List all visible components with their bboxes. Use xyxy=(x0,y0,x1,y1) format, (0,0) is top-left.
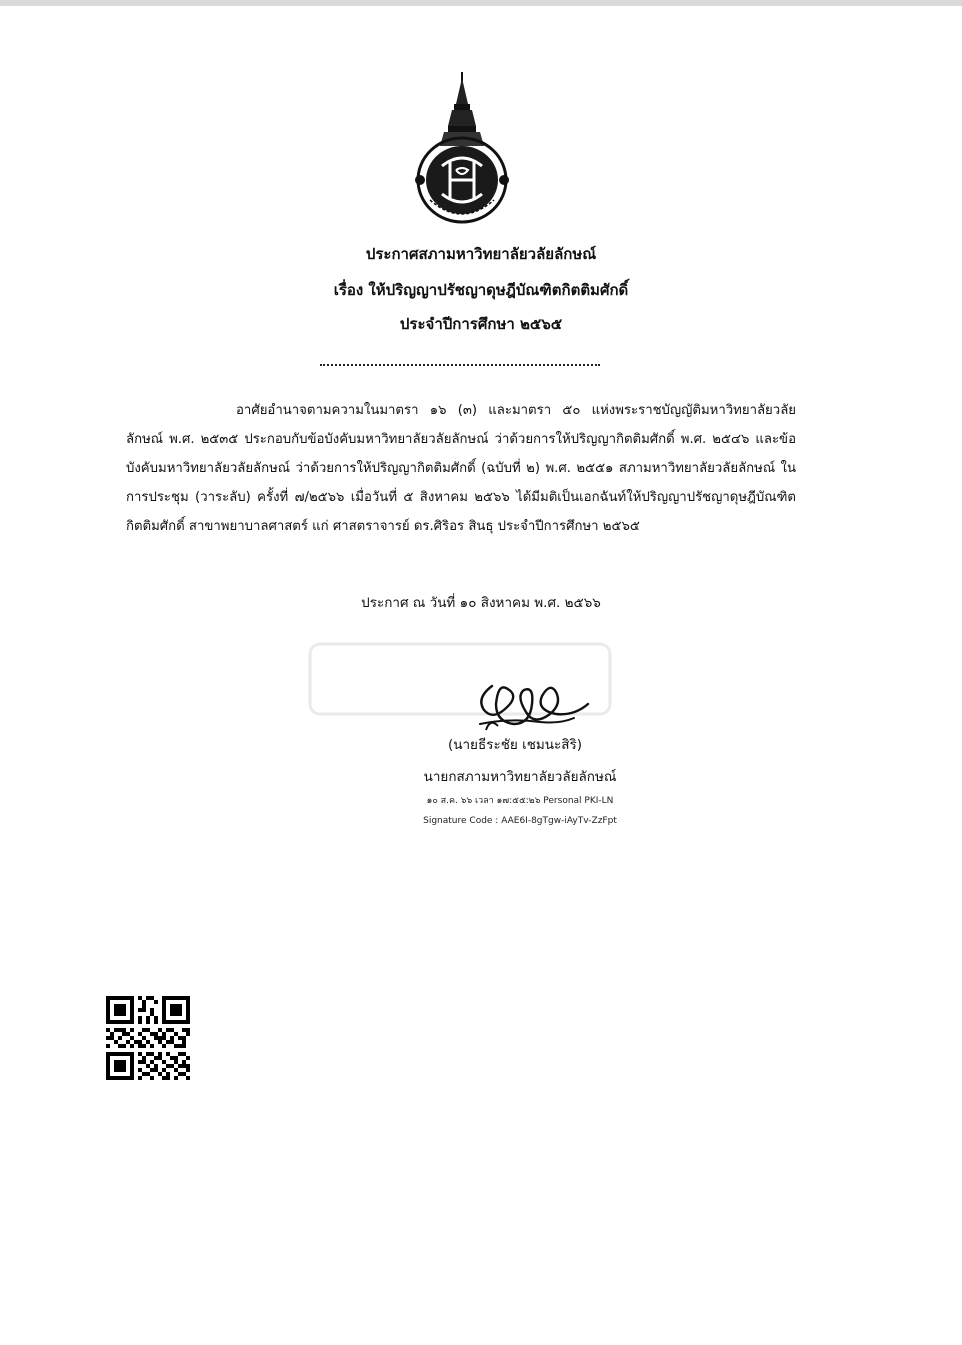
dotted-divider xyxy=(320,354,600,366)
body-paragraph: อาศัยอำนาจตามความในมาตรา ๑๖ (๓) และมาตรา ๕๐ แห่งพระราชบัญญัติมหาวิทยาลัยวลัยลักษณ์ พ.ศ. ๒๕๓๕ ประกอบกับข้อบังคับมหาวิทยาลัยวลัยลักษณ์ ว่าด้วยการให้ปริญญากิตติมศักดิ์ พ.ศ. ๒๕๔๖ และข้อบังคับมหาวิทยาลัยวลัยลักษณ์ ว่าด้วยการให้ปริญญากิตติมศักดิ์ (ฉบับที่ ๒) พ.ศ. ๒๕๕๑ สภามหาวิทยาลัยวลัยลักษณ์ ในการประชุม (วาระลับ) ครั้งที่ ๗/๒๕๖๖ เมื่อวันที่ ๕ สิงหาคม ๒๕๖๖ ได้มีมติเป็นเอกฉันท์ให้ปริญญาปรัชญาดุษฎีบัณฑิตกิตติมศักดิ์ สาขาพยาบาลศาสตร์ แก่ ศาสตราจารย์ ดร.ศิริอร สินธุ ประจำปีการศึกษา ๒๕๖๕ xyxy=(126,403,796,534)
signer-name: (นายธีระชัย เชมนะสิริ) xyxy=(447,737,582,753)
handwritten-signature-icon xyxy=(470,674,598,734)
signature-timestamp: ๑๐ ส.ค. ๖๖ เวลา ๑๗:๕๕:๒๖ Personal PKI-LN xyxy=(426,796,614,806)
signer-position: นายกสภามหาวิทยาลัยวลัยลักษณ์ xyxy=(423,769,617,785)
academic-year-line: ประจำปีการศึกษา ๒๕๖๕ xyxy=(399,315,563,333)
announcement-title: ประกาศสภามหาวิทยาลัยวลัยลักษณ์ xyxy=(365,245,597,263)
announcement-date: ประกาศ ณ วันที่ ๑๐ สิงหาคม พ.ศ. ๒๕๖๖ xyxy=(361,595,601,611)
signature-code: Signature Code : AAE6I-8gTgw-iAyTv-ZzFpt xyxy=(423,816,617,826)
document-page xyxy=(0,6,962,1345)
announcement-subject: เรื่อง ให้ปริญญาปรัชญาดุษฎีบัณฑิตกิตติมศักดิ์ xyxy=(333,281,629,299)
qr-code-icon[interactable] xyxy=(106,996,190,1080)
university-emblem-icon xyxy=(412,70,512,226)
